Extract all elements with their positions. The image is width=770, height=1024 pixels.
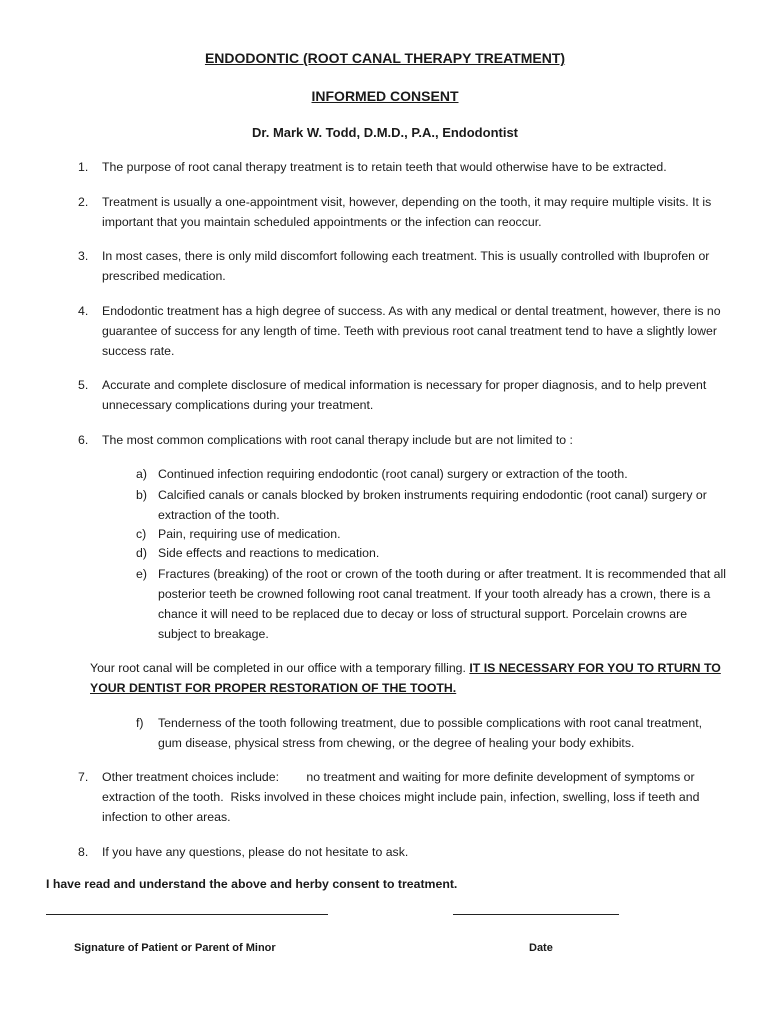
- list-number: 4.: [78, 304, 89, 318]
- sub-text: Calcified canals or canals blocked by broken instruments requiring endodontic (root canal) surgery or extraction of the tooth.: [158, 488, 707, 522]
- restoration-note: [90, 658, 730, 698]
- list-number: 6.: [78, 433, 89, 447]
- note-text: Your root canal will be completed in our office with a temporary filling.: [90, 661, 466, 675]
- sub-text: Fractures (breaking) of the root or crown of the tooth during or after treatment. It is recommended that all posterior teeth be crowned following root canal treatment. If your tooth already has a crown, there is a chance it will need to be replaced due to decay or loss of structural support. Porcelain crowns are subject to breakage.: [158, 567, 726, 641]
- list-text: Endodontic treatment has a high degree of success. As with any medical or dental treatment, however, there is no guarantee of success for any length of time. Teeth with previous root canal treatment tend to have a slightly lower success rate.: [102, 304, 721, 358]
- list-number: 3.: [78, 249, 89, 263]
- list-text: The purpose of root canal therapy treatment is to retain teeth that would otherwise have to be extracted.: [102, 160, 667, 174]
- sub-letter: d): [136, 546, 147, 560]
- sub-text: Continued infection requiring endodontic (root canal) surgery or extraction of the tooth.: [158, 467, 628, 481]
- sub-letter: c): [136, 527, 147, 541]
- consent-statement: I have read and understand the above and herby consent to treatment.: [46, 877, 458, 891]
- patient-signature-label: Signature of Patient or Parent of Minor: [74, 942, 276, 954]
- patient-signature-line[interactable]: [46, 914, 328, 915]
- list-number: 7.: [78, 770, 89, 784]
- list-number: 1.: [78, 160, 89, 174]
- sub-letter: e): [136, 567, 147, 581]
- list-text: In most cases, there is only mild discomfort following each treatment. This is usually controlled with Ibuprofen or prescribed medication.: [102, 249, 710, 283]
- sub-text: Pain, requiring use of medication.: [158, 527, 341, 541]
- list-text: If you have any questions, please do not hesitate to ask.: [102, 845, 409, 859]
- sub-letter: a): [136, 467, 147, 481]
- list-number: 8.: [78, 845, 89, 859]
- list-number: 5.: [78, 378, 89, 392]
- list-text: Other treatment choices include: no treatment and waiting for more definite development of symptoms or extraction of the tooth. Risks involved in these choices might include pain, infection, swelling, loss if teeth and infection to other areas.: [102, 770, 703, 824]
- list-text: The most common complications with root canal therapy include but are not limited to :: [102, 433, 573, 447]
- consent-heading: INFORMED CONSENT: [311, 88, 459, 104]
- note-emphasis: IT IS NECESSARY FOR YOU TO RTURN TO YOUR DENTIST FOR PROPER RESTORATION OF THE TOOTH.: [90, 661, 721, 695]
- doctor-name: Dr. Mark W. Todd, D.M.D., P.A., Endodontist: [251, 125, 519, 140]
- sub-letter: b): [136, 488, 147, 502]
- sub-text: Side effects and reactions to medication.: [158, 546, 380, 560]
- date-label: Date: [529, 942, 553, 954]
- sub-text: Tenderness of the tooth following treatment, due to possible complications with root canal treatment, gum disease, physical stress from chewing, or the degree of healing your body exhibits.: [158, 716, 703, 750]
- date-signature-line[interactable]: [453, 914, 619, 915]
- sub-letter: f): [136, 716, 144, 730]
- list-text: Treatment is usually a one-appointment visit, however, depending on the tooth, it may require multiple visits. It is important that you maintain scheduled appointments or the infection can reoccur.: [102, 195, 712, 229]
- list-number: 2.: [78, 195, 89, 209]
- document-title: ENDODONTIC (ROOT CANAL THERAPY TREATMENT): [204, 50, 566, 66]
- list-text: Accurate and complete disclosure of medical information is necessary for proper diagnosis, and to help prevent unnecessary complications during your treatment.: [102, 378, 707, 412]
